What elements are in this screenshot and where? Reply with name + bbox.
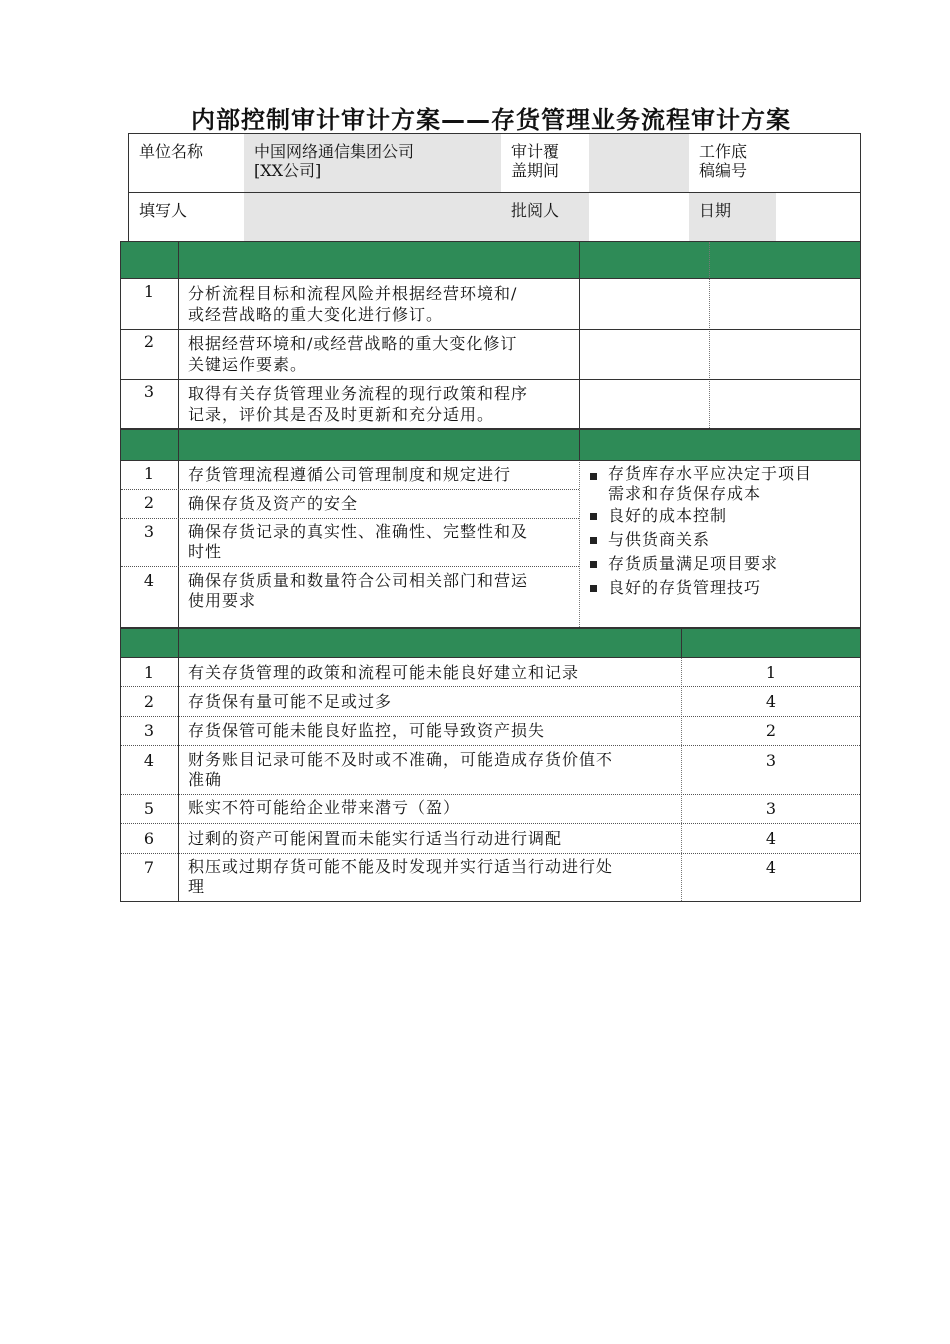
step-number: 1 [143, 282, 155, 301]
risk-number: 4 [143, 751, 155, 770]
reviewer-value[interactable] [589, 193, 689, 241]
risk-text: 积压或过期存货可能不能及时发现并实行适当行动进行处 理 [188, 857, 614, 896]
objective-text: 确保存货质量和数量符合公司相关部门和营运 使用要求 [188, 571, 529, 610]
square-bullet-icon [590, 537, 597, 544]
risk-text: 有关存货管理的政策和流程可能未能良好建立和记录 [188, 663, 580, 682]
step-text: 分析流程目标和流程风险并根据经营环境和/ 或经营战略的重大变化进行修订。 [188, 284, 518, 324]
risk-text: 存货保管可能未能良好监控，可能导致资产损失 [188, 721, 546, 740]
header-table [128, 133, 861, 242]
risk-text: 存货保有量可能不足或过多 [188, 692, 393, 711]
key-element-item: 良好的成本控制 [590, 504, 855, 528]
risk-score: 3 [765, 751, 777, 770]
objective-number: 3 [143, 522, 155, 541]
key-element-item: 良好的存货管理技巧 [590, 576, 855, 600]
risk-text: 账实不符可能给企业带来潜亏（盈） [188, 798, 461, 817]
objectives-section-band [121, 430, 860, 460]
audit-period-label: 审计覆 盖期间 [511, 142, 560, 180]
workpaper-number-value[interactable] [776, 134, 861, 192]
risk-score: 2 [765, 721, 777, 740]
preparer-label: 填写人 [139, 201, 188, 220]
risks-section-band [121, 629, 860, 657]
step-text: 取得有关存货管理业务流程的现行政策和程序 记录，评价其是否及时更新和充分适用。 [188, 384, 529, 424]
risk-number: 3 [143, 721, 155, 740]
risk-score: 4 [765, 858, 777, 877]
unit-name-label: 单位名称 [139, 142, 204, 161]
audit-period-value[interactable] [589, 134, 689, 192]
reviewer-label: 批阅人 [501, 193, 589, 241]
unit-name-value[interactable]: 中国网络通信集团公司 [XX公司] [244, 134, 501, 192]
workpaper-number-label: 工作底 稿编号 [699, 142, 748, 180]
objective-text: 存货管理流程遵循公司管理制度和规定进行 [188, 465, 512, 484]
square-bullet-icon [590, 513, 597, 520]
key-element-item: 存货质量满足项目要求 [590, 552, 855, 576]
risk-score: 4 [765, 829, 777, 848]
risk-number: 7 [143, 858, 155, 877]
preparer-value[interactable] [244, 193, 501, 241]
risk-score: 1 [765, 663, 777, 682]
objective-number: 1 [143, 464, 155, 483]
risk-score: 3 [765, 799, 777, 818]
step-text: 根据经营环境和/或经营战略的重大变化修订 关键运作要素。 [188, 334, 518, 374]
date-label: 日期 [689, 193, 776, 241]
risk-text: 财务账目记录可能不及时或不准确，可能造成存货价值不 准确 [188, 750, 614, 789]
steps-section-band [121, 242, 860, 278]
risk-number: 5 [143, 799, 155, 818]
step-number: 2 [143, 332, 155, 351]
square-bullet-icon [590, 473, 597, 480]
risk-number: 1 [143, 663, 155, 682]
objective-number: 4 [143, 571, 155, 590]
square-bullet-icon [590, 585, 597, 592]
objective-text: 确保存货及资产的安全 [188, 494, 359, 513]
step-number: 3 [143, 382, 155, 401]
risk-number: 2 [143, 692, 155, 711]
risk-score: 4 [765, 692, 777, 711]
square-bullet-icon [590, 561, 597, 568]
risk-number: 6 [143, 829, 155, 848]
key-element-item: 与供货商关系 [590, 528, 855, 552]
date-value[interactable] [776, 193, 861, 241]
objective-text: 确保存货记录的真实性、准确性、完整性和及 时性 [188, 522, 529, 561]
page-title: 内部控制审计审计方案——存货管理业务流程审计方案 [191, 106, 791, 134]
risk-text: 过剩的资产可能闲置而未能实行适当行动进行调配 [188, 829, 563, 848]
objective-number: 2 [143, 493, 155, 512]
key-elements-list [590, 464, 855, 600]
key-element-item: 存货库存水平应决定于项目 需求和存货保存成本 [590, 464, 855, 504]
